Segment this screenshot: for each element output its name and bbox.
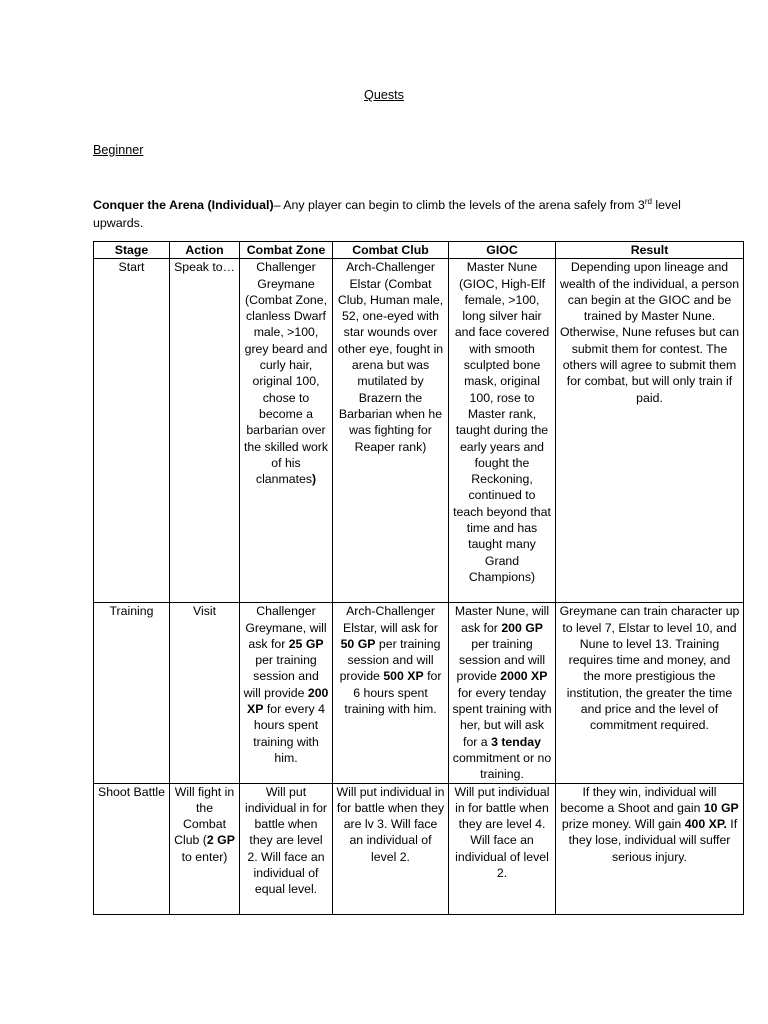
cell-gioc: Will put individual in for battle when they are level 4. Will face an individual of level 2. bbox=[449, 783, 556, 914]
header-stage: Stage bbox=[94, 242, 170, 259]
cell-text: to enter) bbox=[181, 849, 228, 864]
cell-text: If they lose, individual will suffer serious injury. bbox=[568, 817, 738, 864]
cell-text: prize money. Will gain bbox=[561, 817, 685, 832]
table-row bbox=[94, 783, 744, 914]
cell-result bbox=[556, 783, 744, 914]
cell-result: Greymane can train character up to level 7, Elstar to level 10, and Nune to level 13. Training requires time and money, and the more prestigious the institution, the greater the time and price and the level of commitment required. bbox=[556, 603, 744, 783]
cell-text: per training session and will provide bbox=[243, 653, 319, 700]
header-result: Result bbox=[556, 242, 744, 259]
cell-stage: Shoot Battle bbox=[94, 783, 170, 914]
cell-stage: Training bbox=[94, 603, 170, 783]
cell-action: Visit bbox=[170, 603, 240, 783]
ordinal-suffix: rd bbox=[644, 196, 652, 206]
cell-bold: 500 XP bbox=[383, 669, 424, 684]
cell-text: Will fight in the Combat Club ( bbox=[174, 784, 235, 848]
cell-text: Arch-Challenger Elstar, will ask for bbox=[343, 604, 438, 635]
table-header-row bbox=[94, 242, 744, 259]
table-row bbox=[94, 259, 744, 603]
cell-text: Challenger Greymane (Combat Zone, clanless Dwarf male, >100, grey beard and curly hair, original 100, chose to become a barbarian over the skilled work of his clanmates bbox=[243, 260, 329, 487]
quest-description-end: level upwards. bbox=[93, 198, 681, 230]
cell-bold: ) bbox=[311, 472, 317, 487]
cell-bold: 400 XP. bbox=[684, 817, 727, 832]
cell-combat-club bbox=[333, 603, 449, 783]
cell-combat-club: Will put individual in for battle when they are lv 3. Will face an individual of level 2. bbox=[333, 783, 449, 914]
section-heading: Beginner bbox=[93, 143, 144, 157]
header-action: Action bbox=[170, 242, 240, 259]
header-gioc: GIOC bbox=[449, 242, 556, 259]
cell-bold: 50 GP bbox=[340, 636, 376, 651]
cell-result: Depending upon lineage and wealth of the individual, a person can begin at the GIOC and be trained by Master Nune. Otherwise, Nune refuses but can submit them for contest. The others will agree to submit them for combat, but will only train if paid. bbox=[556, 259, 744, 603]
cell-text: per training session and will provide bbox=[339, 636, 441, 684]
cell-text: If they win, individual will become a Shoot and gain bbox=[560, 784, 717, 815]
cell-bold: 200 XP bbox=[247, 685, 329, 717]
cell-bold: 10 GP bbox=[703, 800, 739, 815]
cell-gioc: Master Nune (GIOC, High-Elf female, >100, long silver hair and face covered with smooth sculpted bone mask, original 100, rose to Master rank, taught during the early years and fought the Reckoning, continued to teach beyond that time and has taught many Grand Champions) bbox=[449, 259, 556, 603]
table-row bbox=[94, 603, 744, 783]
cell-bold: 200 GP bbox=[501, 620, 544, 635]
cell-text: commitment or no training. bbox=[452, 750, 552, 782]
cell-text: per training session and will provide bbox=[456, 636, 546, 684]
quest-table bbox=[93, 241, 744, 915]
cell-combat-zone: Will put individual in for battle when they are level 2. Will face an individual of equal level. bbox=[240, 783, 333, 914]
cell-bold: 3 tenday bbox=[491, 734, 541, 749]
cell-combat-club: Arch-Challenger Elstar (Combat Club, Human male, 52, one-eyed with star wounds over other eye, fought in arena but was mutilated by Brazern the Barbarian when he was fighting for Reaper rank) bbox=[333, 259, 449, 603]
cell-text: for every 4 hours spent training with him. bbox=[253, 702, 325, 765]
cell-bold: 2 GP bbox=[206, 833, 235, 848]
cell-bold: 2000 XP bbox=[500, 669, 548, 684]
cell-text: for 6 hours spent training with him. bbox=[344, 669, 442, 717]
cell-combat-zone bbox=[240, 603, 333, 783]
cell-gioc bbox=[449, 603, 556, 783]
cell-action: Speak to… bbox=[170, 259, 240, 603]
cell-action bbox=[170, 783, 240, 914]
quest-name: Conquer the Arena (Individual) bbox=[93, 198, 274, 212]
page-title: Quests bbox=[364, 88, 404, 102]
header-combat-zone: Combat Zone bbox=[240, 242, 333, 259]
cell-stage: Start bbox=[94, 259, 170, 603]
cell-text: for every tenday spent training with her, but will ask for a bbox=[452, 685, 552, 749]
header-combat-club: Combat Club bbox=[333, 242, 449, 259]
cell-text: Challenger Greymane, will ask for bbox=[245, 604, 327, 651]
cell-bold: 25 GP bbox=[288, 636, 324, 651]
quest-description: – Any player can begin to climb the levels of the arena safely from 3 bbox=[273, 198, 645, 212]
quest-intro bbox=[93, 196, 693, 232]
cell-text: Master Nune, will ask for bbox=[454, 604, 550, 635]
cell-combat-zone bbox=[240, 259, 333, 603]
